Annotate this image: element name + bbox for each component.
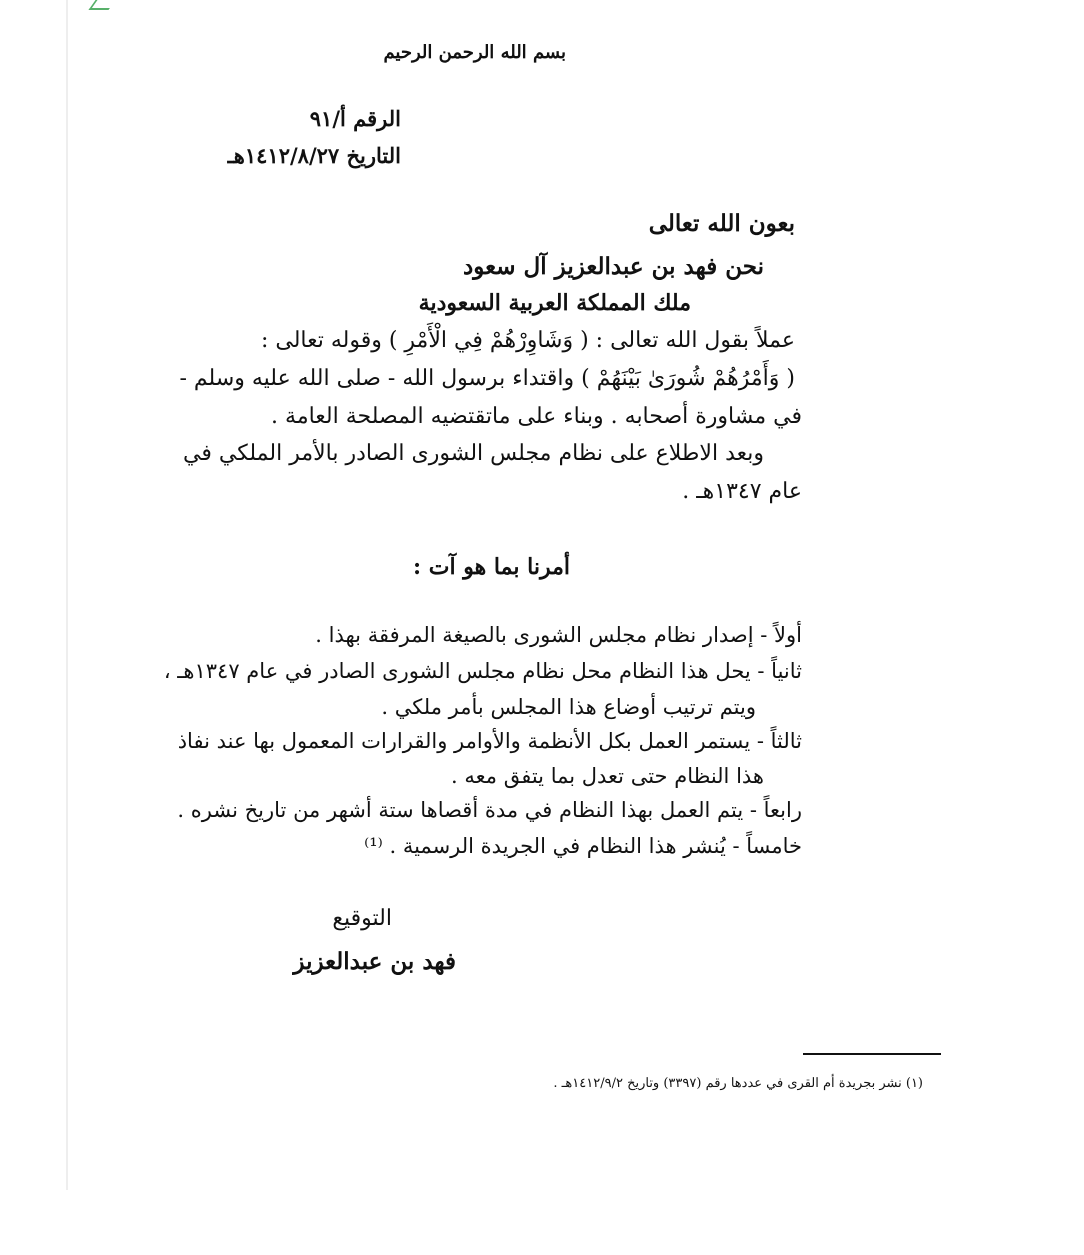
body-line-2: ( وَأَمْرُهُمْ شُورَىٰ بَيْنَهُمْ ) واقتداء برسول الله - صلى الله عليه وسلم - (179, 366, 795, 391)
orders-heading: أمرنا بما هو آت : (413, 554, 570, 580)
signature-name: فهد بن عبدالعزيز (293, 948, 456, 975)
body-line-5: عام ١٣٤٧هـ . (682, 479, 802, 504)
order-item-fourth: رابعاً - يتم العمل بهذا النظام في مدة أقصاها ستة أشهر من تاريخ نشره . (177, 798, 802, 822)
corner-check-mark (88, 0, 115, 10)
reference-number: الرقم أ/٩١ (309, 106, 401, 131)
order-item-first: أولاً - إصدار نظام مجلس الشورى بالصيغة المرفقة بهذا . (315, 623, 802, 647)
order-item-second-continuation: ويتم ترتيب أوضاع هذا المجلس بأمر ملكي . (381, 695, 756, 719)
preamble-line-2: نحن فهد بن عبدالعزيز آل سعود (463, 253, 764, 280)
signature-label: التوقيع (332, 906, 392, 931)
scan-edge-line (66, 0, 68, 1190)
order-item-fifth: خامساً - يُنشر هذا النظام في الجريدة الرسمية . ⁽¹⁾ (364, 834, 802, 858)
preamble-line-3: ملك المملكة العربية السعودية (418, 290, 691, 316)
document-date: التاريخ ١٤١٢/٨/٢٧هـ (227, 143, 401, 168)
footnote-text: (١) نشر بجريدة أم القرى في عددها رقم (٣٣٩٧) وتاريخ ١٤١٢/٩/٢هـ . (553, 1076, 923, 1091)
order-item-third-continuation: هذا النظام حتى تعدل بما يتفق معه . (451, 764, 764, 788)
body-line-3: في مشاورة أصحابه . وبناء على ماتقتضيه المصلحة العامة . (271, 404, 802, 429)
body-line-1: عملاً بقول الله تعالى : ( وَشَاوِرْهُمْ فِي الْأَمْرِ ) وقوله تعالى : (260, 328, 795, 353)
body-line-4: وبعد الاطلاع على نظام مجلس الشورى الصادر بالأمر الملكي في (183, 441, 764, 466)
footnote-divider (803, 1053, 941, 1055)
preamble-line-1: بعون الله تعالى (648, 210, 795, 237)
order-item-third: ثالثاً - يستمر العمل بكل الأنظمة والأوامر والقرارات المعمول بها عند نفاذ (177, 729, 802, 753)
basmala: بسم الله الرحمن الرحيم (383, 42, 566, 63)
order-item-second: ثانياً - يحل هذا النظام محل نظام مجلس الشورى الصادر في عام ١٣٤٧هـ ، (163, 659, 802, 683)
